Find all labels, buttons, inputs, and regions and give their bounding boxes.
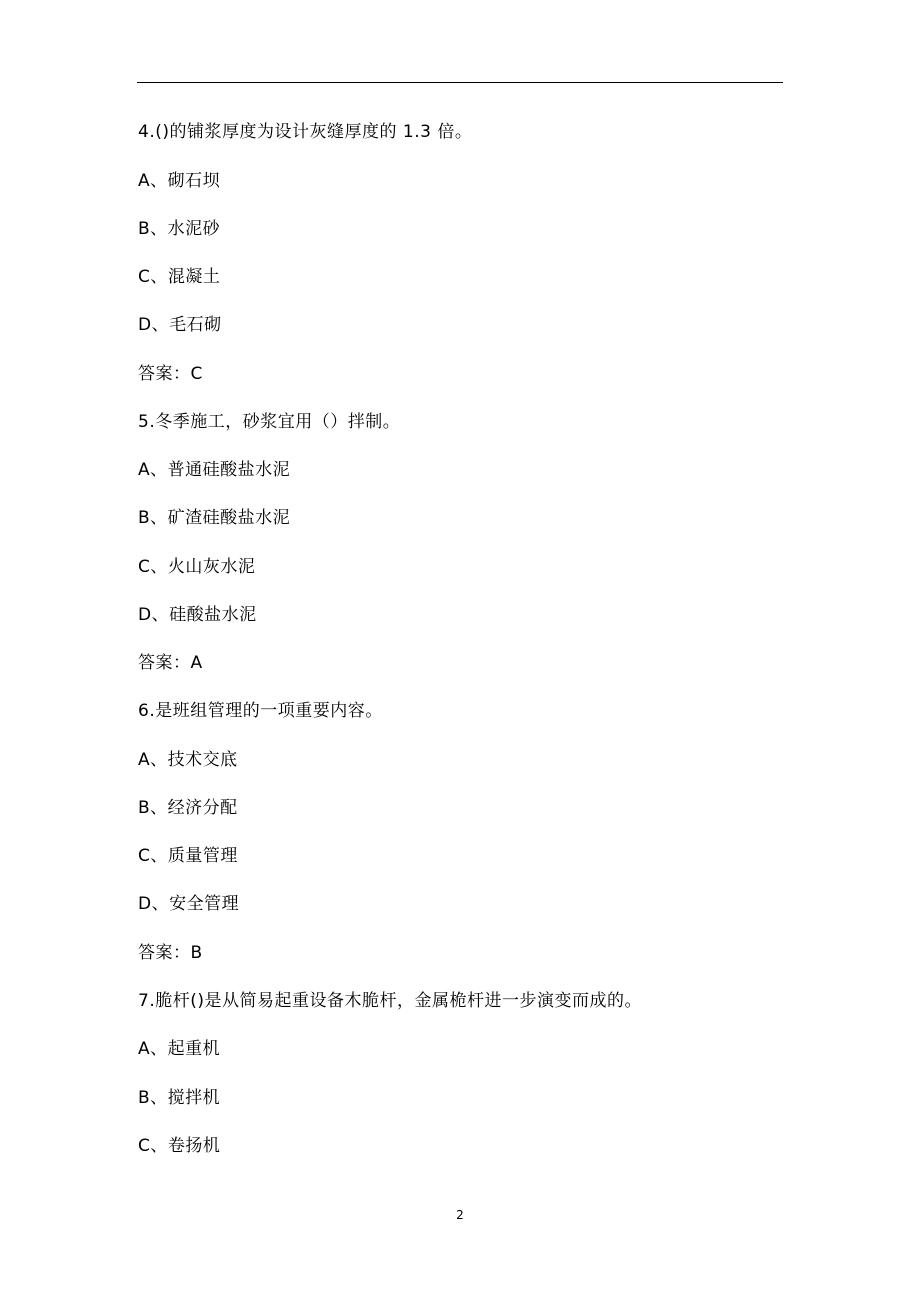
- option-d: D、毛石砌: [138, 315, 222, 335]
- answer: 答案：A: [138, 653, 203, 673]
- page-number: 2: [456, 1208, 464, 1222]
- option-c: C、卷扬机: [138, 1136, 221, 1156]
- option-b: B、搅拌机: [138, 1088, 221, 1108]
- option-d: D、硅酸盐水泥: [138, 605, 257, 625]
- option-b: B、矿渣硅酸盐水泥: [138, 508, 291, 528]
- question-stem: 6.是班组管理的一项重要内容。: [138, 701, 383, 721]
- header-rule: [137, 82, 783, 83]
- option-b: B、水泥砂: [138, 219, 221, 239]
- option-c: C、混凝土: [138, 267, 221, 287]
- option-c: C、火山灰水泥: [138, 557, 256, 577]
- option-a: A、起重机: [138, 1039, 221, 1059]
- option-d: D、安全管理: [138, 894, 240, 914]
- option-b: B、经济分配: [138, 798, 238, 818]
- question-stem: 5.冬季施工，砂浆宜用（）拌制。: [138, 412, 401, 432]
- question-stem: 4.()的铺浆厚度为设计灰缝厚度的 1.3 倍。: [138, 122, 473, 142]
- answer: 答案：C: [138, 364, 203, 384]
- option-a: A、普通硅酸盐水泥: [138, 460, 291, 480]
- option-a: A、砌石坝: [138, 171, 221, 191]
- option-a: A、技术交底: [138, 750, 238, 770]
- answer: 答案：B: [138, 943, 203, 963]
- question-stem: 7.脆杆()是从简易起重设备木脆杆，金属桅杆进一步演变而成的。: [138, 991, 642, 1011]
- option-c: C、质量管理: [138, 846, 238, 866]
